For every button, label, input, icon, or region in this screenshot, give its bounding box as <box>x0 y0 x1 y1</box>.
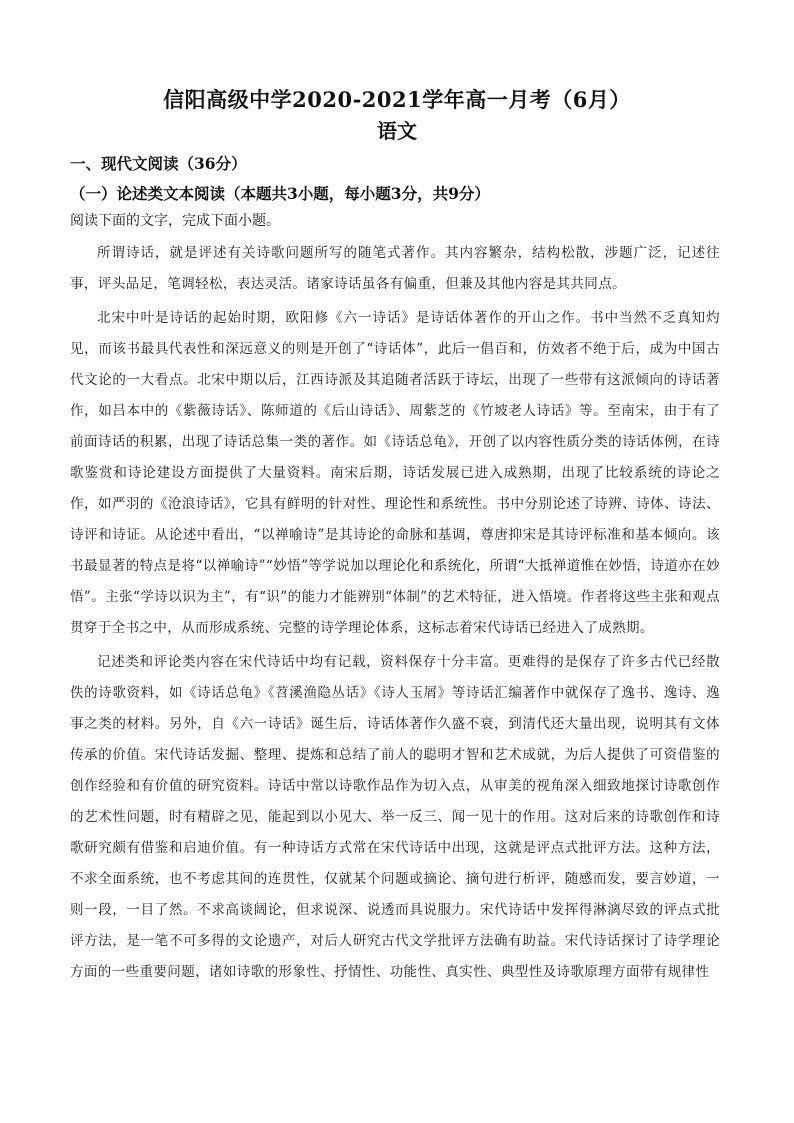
passage-paragraph-3: 记述类和评论类内容在宋代诗话中均有记载，资料保存十分丰富。更难得的是保存了许多古代已经散佚的诗歌资料，如《诗话总龟》《苕溪渔隐丛话》《诗人玉屑》等诗话汇编著作中就保存了逸书、逸诗、逸事之类的材料。另外，自《六一诗话》诞生后，诗话体著作久盛不衰，到清代还大量出现，说明其有文体传承的价值。宋代诗话发掘、整理、提炼和总结了前人的聪明才智和艺术成就，为后人提供了可资借鉴的创作经验和有价值的研究资料。诗话中常以诗歌作品作为切入点，从审美的视角深入细致地探讨诗歌创作的艺术性问题，时有精辟之见，能起到以小见大、举一反三、闻一见十的作用。这对后来的诗歌创作和诗歌研究颇有借鉴和启迪价值。有一种诗话方式常在宋代诗话中出现，这就是评点式批评方法。这种方法，不求全面系统，也不考虑其间的连贯性，仅就某个问题或摘论、摘句进行析评，随感而发，要言妙道，一则一段，一目了然。不求高谈阔论，但求说深、说透而具说服力。宋代诗话中发挥得淋漓尽致的评点式批评方法，是一笔不可多得的文论遗产，对后人研究古代文学批评方法确有助益。宋代诗话探讨了诗学理论方面的一些重要问题，诸如诗歌的形象性、抒情性、功能性、真实性、典型性及诗歌原理方面带有规律性 <box>70 654 720 980</box>
exam-title: 信阳高级中学2020-2021学年高一月考（6月） <box>163 87 631 112</box>
reading-instruction: 阅读下面的文字，完成下面小题。 <box>70 213 280 229</box>
subject-title: 语文 <box>377 119 417 143</box>
passage-body <box>70 238 720 991</box>
passage-paragraph-1: 所谓诗话，就是评述有关诗歌问题所写的随笔式著作。其内容繁杂，结构松散，涉题广泛，记述往事，评头品足，笔调轻松，表达灵活。诸家诗话虽各有偏重，但兼及其他内容是其共同点。 <box>70 245 720 292</box>
section-heading-argumentative-reading: （一）论述类文本阅读（本题共3小题，每小题3分，共9分） <box>70 184 490 203</box>
passage-paragraph-2: 北宋中叶是诗话的起始时期，欧阳修《六一诗话》是诗话体著作的开山之作。书中当然不乏真知灼见，而该书最具代表性和深远意义的则是开创了“诗话体”，此后一倡百和，仿效者不绝于后，成为中国古代文论的一大看点。北宋中期以后，江西诗派及其追随者活跃于诗坛，出现了一些带有这派倾向的诗话著作，如吕本中的《紫薇诗话》、陈师道的《后山诗话》、周紫芝的《竹坡老人诗话》等。至南宋，由于有了前面诗话的积累，出现了诗话总集一类的著作。如《诗话总龟》，开创了以内容性质分类的诗话体例，在诗歌鉴赏和诗论建设方面提供了大量资料。南宋后期，诗话发展已进入成熟期，出现了比较系统的诗论之作，如严羽的《沧浪诗话》，它具有鲜明的针对性、理论性和系统性。书中分别论述了诗辨、诗体、诗法、诗评和诗证。从论述中看出，“以禅喻诗”是其诗论的命脉和基调，尊唐抑宋是其诗评标准和基本倾向。该书最显著的特点是将“以禅喻诗”“妙悟”等学说加以理论化和系统化，所谓“大抵禅道惟在妙悟，诗道亦在妙悟”。主张“学诗以识为主”，有“识”的能力才能辨别“体制”的艺术特征，进入悟境。作者将这些主张和观点贯穿于全书之中，从而形成系统、完整的诗学理论体系，这标志着宋代诗话已经进入了成熟期。 <box>70 310 720 636</box>
section-heading-modern-reading: 一、现代文阅读（36分） <box>70 154 247 173</box>
